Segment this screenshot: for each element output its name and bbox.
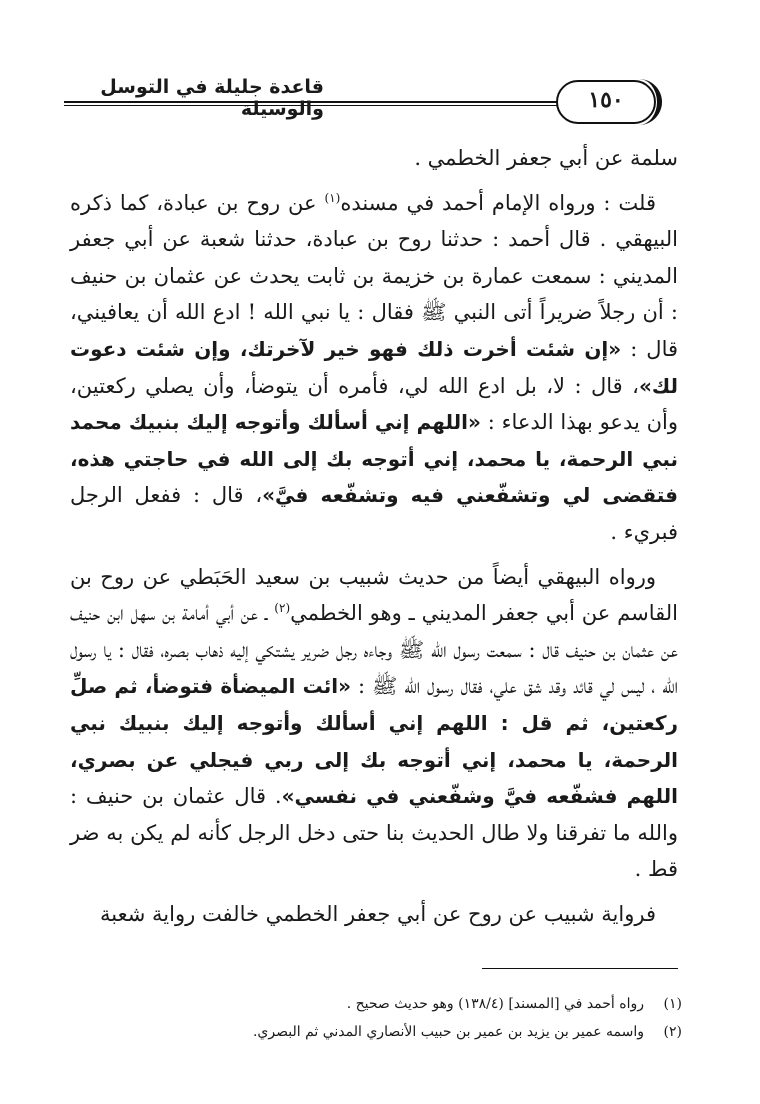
hadith-quote: «ائت الميضأة فتوضأ، ثم صلِّ ركعتين، ثم قل : اللهم إني أسألك وأتوجه إليك بنبيك نبي الرحمة، يا محمد، إني أتوجه بك إلى ربي فيجلي عن بصري، اللهم فشفّعه فيَّ وشفّعني في نفسي» (70, 674, 678, 809)
paragraph-3 (70, 559, 678, 888)
hadith-quote: «إن شئت أخرت ذلك فهو خير لآخرتك، وإن شئت دعوت لك» (70, 336, 678, 398)
dua-quote: «اللهم إني أسألك وأتوجه إليك بنبيك محمد نبي الرحمة، يا محمد، إني أتوجه بك إلى الله في حاجتي هذه، فتقضى لي وتشفّعني فيه وتشفّعه فيَّ» (70, 410, 678, 508)
page-number: ١٥٠ (588, 87, 624, 113)
text-run: ورواه البيهقي أيضاً من حديث شبيب بن سعيد الحَبَطي عن روح بن القاسم عن أبي جعفر المديني ـ وهو الخطمي (70, 564, 678, 626)
text-run: فرواية شبيب عن روح عن أبي جعفر الخطمي خالفت رواية شعبة (100, 901, 656, 926)
footnote-text: رواه أحمد في [المسند] (١٣٨/٤) وهو حديث صحيح . (346, 996, 644, 1012)
text-run: قلت : ورواه الإمام أحمد في مسنده (340, 190, 657, 215)
footnote-separator (482, 968, 678, 969)
paragraph-1 (70, 140, 678, 177)
footnote-number: (٢) (663, 1024, 682, 1040)
running-title: قاعدة جليلة في التوسل والوسيلة (100, 76, 324, 120)
main-text (70, 140, 678, 932)
page-number-frame (556, 80, 656, 124)
footnotes (70, 990, 682, 1046)
footnote-text: واسمه عمير بن يزيد بن عمير بن حبيب الأنصاري المدني ثم البصري. (252, 1024, 644, 1040)
paragraph-4 (70, 896, 678, 933)
page-header (50, 74, 704, 130)
footnote-2 (70, 1018, 682, 1046)
text-run: ، قال : لا، بل ادع الله لي، فأمره أن يتوضأ، وأن يصلي ركعتين، وأن يدعو بهذا الدعاء : (70, 373, 678, 435)
footnote-ref-1[interactable]: (١) (324, 190, 341, 205)
text-run: سلمة عن أبي جعفر الخطمي . (414, 146, 678, 170)
text-run: ـ عن أبي أمامة بن سهل ابن حنيف عن عثمان بن حنيف قال : سمعت رسول الله ﷺ وجاءه رجل ضرير يشتكي إليه ذهاب بصره، فقال : يا رسول الله ، ليس لي قائد وقد شق علي، فقال رسول الله ﷺ : (70, 601, 678, 699)
footnote-1 (70, 990, 682, 1018)
text-run: عن روح بن عبادة، كما ذكره البيهقي . قال أحمد : حدثنا روح بن عبادة، حدثنا شعبة عن أبي جعفر المديني : سمعت عمارة بن خزيمة بن ثابت يحدث عن عثمان بن حنيف : أن رجلاً ضريراً أتى النبي ﷺ فقال : يا نبي الله ! ادع الله أن يعافيني، قال : (70, 190, 678, 361)
paragraph-2 (70, 185, 678, 551)
footnote-number: (١) (663, 996, 682, 1012)
text-run: ، قال : ففعل الرجل فبريء . (70, 483, 678, 544)
text-run: . قال عثمان بن حنيف : والله ما تفرقنا ولا طال الحديث بنا حتى دخل الرجل كأنه لم يكن به ضر قط . (70, 784, 678, 882)
footnote-ref-2[interactable]: (٢) (274, 601, 291, 616)
